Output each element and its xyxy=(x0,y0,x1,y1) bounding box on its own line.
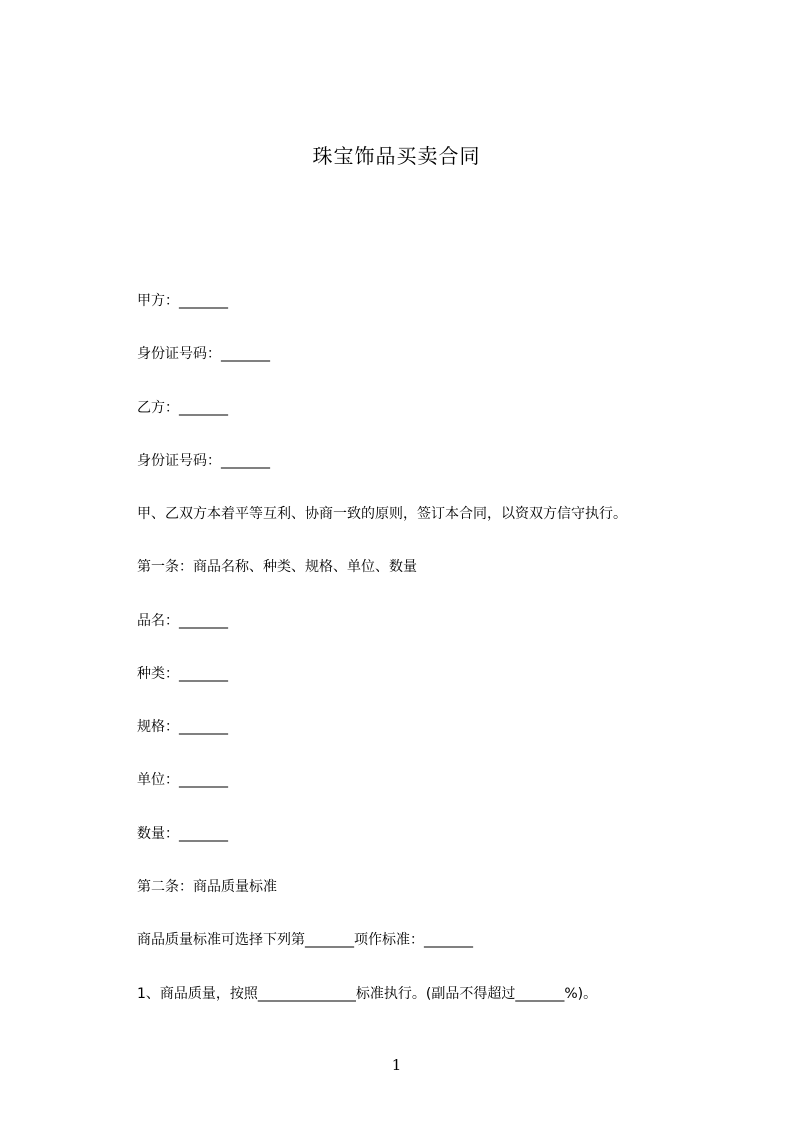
article-two-heading: 第二条：商品质量标准 xyxy=(137,879,277,895)
product-name-line: 品名：_______ xyxy=(137,613,228,629)
page-number: 1 xyxy=(391,1056,402,1074)
party-a-id-line: 身份证号码：_______ xyxy=(137,346,270,362)
article-one-heading: 第一条：商品名称、种类、规格、单位、数量 xyxy=(137,559,417,575)
product-type-line: 种类：_______ xyxy=(137,666,228,682)
product-unit-line: 单位：_______ xyxy=(137,772,228,788)
party-a-line: 甲方：_______ xyxy=(137,293,228,309)
quality-standard-line: 商品质量标准可选择下列第_______项作标准：_______ xyxy=(137,932,473,948)
product-quantity-line: 数量：_______ xyxy=(137,826,228,842)
party-b-id-line: 身份证号码：_______ xyxy=(137,453,270,469)
quality-item-one-line: 1、商品质量，按照______________标准执行。(副品不得超过_______%)。 xyxy=(137,986,598,1002)
party-b-line: 乙方：_______ xyxy=(137,400,228,416)
product-spec-line: 规格：_______ xyxy=(137,719,228,735)
preamble-paragraph: 甲、乙双方本着平等互利、协商一致的原则，签订本合同，以资双方信守执行。 xyxy=(137,506,627,522)
contract-title: 珠宝饰品买卖合同 xyxy=(312,144,481,168)
